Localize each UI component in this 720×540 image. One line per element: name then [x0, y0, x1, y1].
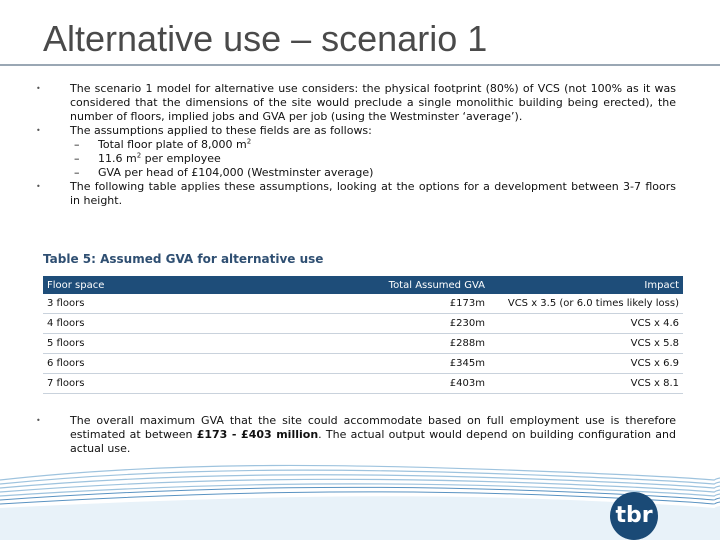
- gva-cell: £345m: [301, 354, 489, 374]
- sub-bullet-text: per employee: [141, 152, 221, 165]
- bullet-text: The assumptions applied to these fields are as follows:: [70, 124, 372, 137]
- sub-bullet-text: GVA per head of £104,000 (Westminster average): [98, 166, 374, 179]
- impact-cell: VCS x 6.9: [489, 354, 683, 374]
- floor-space-cell: 7 floors: [43, 374, 301, 394]
- floor-space-cell: 6 floors: [43, 354, 301, 374]
- impact-cell: VCS x 3.5 (or 6.0 times likely loss): [489, 294, 683, 314]
- bullet-icon: •: [36, 126, 41, 135]
- dash-icon: –: [74, 138, 80, 151]
- table-header-row: [43, 276, 683, 294]
- bullet-icon: •: [36, 182, 41, 191]
- gva-cell: £403m: [301, 374, 489, 394]
- sub-bullet-item: [36, 138, 676, 152]
- sub-bullet-text: 11.6 m: [98, 152, 137, 165]
- bullet-item: [36, 82, 676, 124]
- gva-cell: £288m: [301, 334, 489, 354]
- floor-space-cell: 3 floors: [43, 294, 301, 314]
- sub-bullet-text: Total floor plate of 8,000 m: [98, 138, 247, 151]
- bullet-text: The following table applies these assumptions, looking at the options for a development between 3-7 floors in height.: [70, 180, 676, 207]
- bullet-item: [36, 124, 676, 138]
- floor-space-cell: 4 floors: [43, 314, 301, 334]
- conclusion-text: The overall maximum GVA that the site could accommodate based on full employment use is therefore estimated at between: [70, 414, 676, 441]
- bullet-text: The scenario 1 model for alternative use considers: the physical footprint (80%) of VCS (not 100% as it was considered that the dimensions of the site would preclude a single monolithic building being erected), the number of floors, implied jobs and GVA per job (using the Westminster ‘average’).: [70, 82, 676, 123]
- conclusion-text: . The actual output would depend on building configuration and actual use.: [70, 428, 676, 455]
- title-divider: [0, 64, 720, 66]
- sub-bullet-item: [36, 166, 676, 180]
- dash-icon: –: [74, 152, 80, 165]
- conclusion-bullet: [36, 414, 676, 456]
- bullet-item: [36, 180, 676, 208]
- impact-cell: VCS x 4.6: [489, 314, 683, 334]
- bullet-icon: •: [36, 416, 41, 425]
- table-row: [43, 334, 683, 354]
- bullet-icon: •: [36, 84, 41, 93]
- column-header-total-gva: Total Assumed GVA: [301, 276, 489, 294]
- dash-icon: –: [74, 166, 80, 179]
- table-caption: Table 5: Assumed GVA for alternative use: [43, 252, 324, 266]
- gva-cell: £173m: [301, 294, 489, 314]
- table-row: [43, 374, 683, 394]
- page-title: Alternative use – scenario 1: [43, 18, 488, 59]
- conclusion-range: £173 - £403 million: [196, 428, 319, 441]
- gva-table: [43, 276, 683, 394]
- floor-space-cell: 5 floors: [43, 334, 301, 354]
- tbr-logo: tbr: [615, 503, 653, 528]
- column-header-impact: Impact: [489, 276, 683, 294]
- impact-cell: VCS x 8.1: [489, 374, 683, 394]
- impact-cell: VCS x 5.8: [489, 334, 683, 354]
- gva-cell: £230m: [301, 314, 489, 334]
- table-row: [43, 294, 683, 314]
- table-row: [43, 314, 683, 334]
- column-header-floor-space: Floor space: [43, 276, 301, 294]
- bullet-item: [36, 414, 676, 456]
- bullet-list: [36, 82, 676, 208]
- table-row: [43, 354, 683, 374]
- sub-bullet-item: [36, 152, 676, 166]
- superscript: 2: [246, 137, 252, 146]
- superscript: 2: [136, 151, 142, 160]
